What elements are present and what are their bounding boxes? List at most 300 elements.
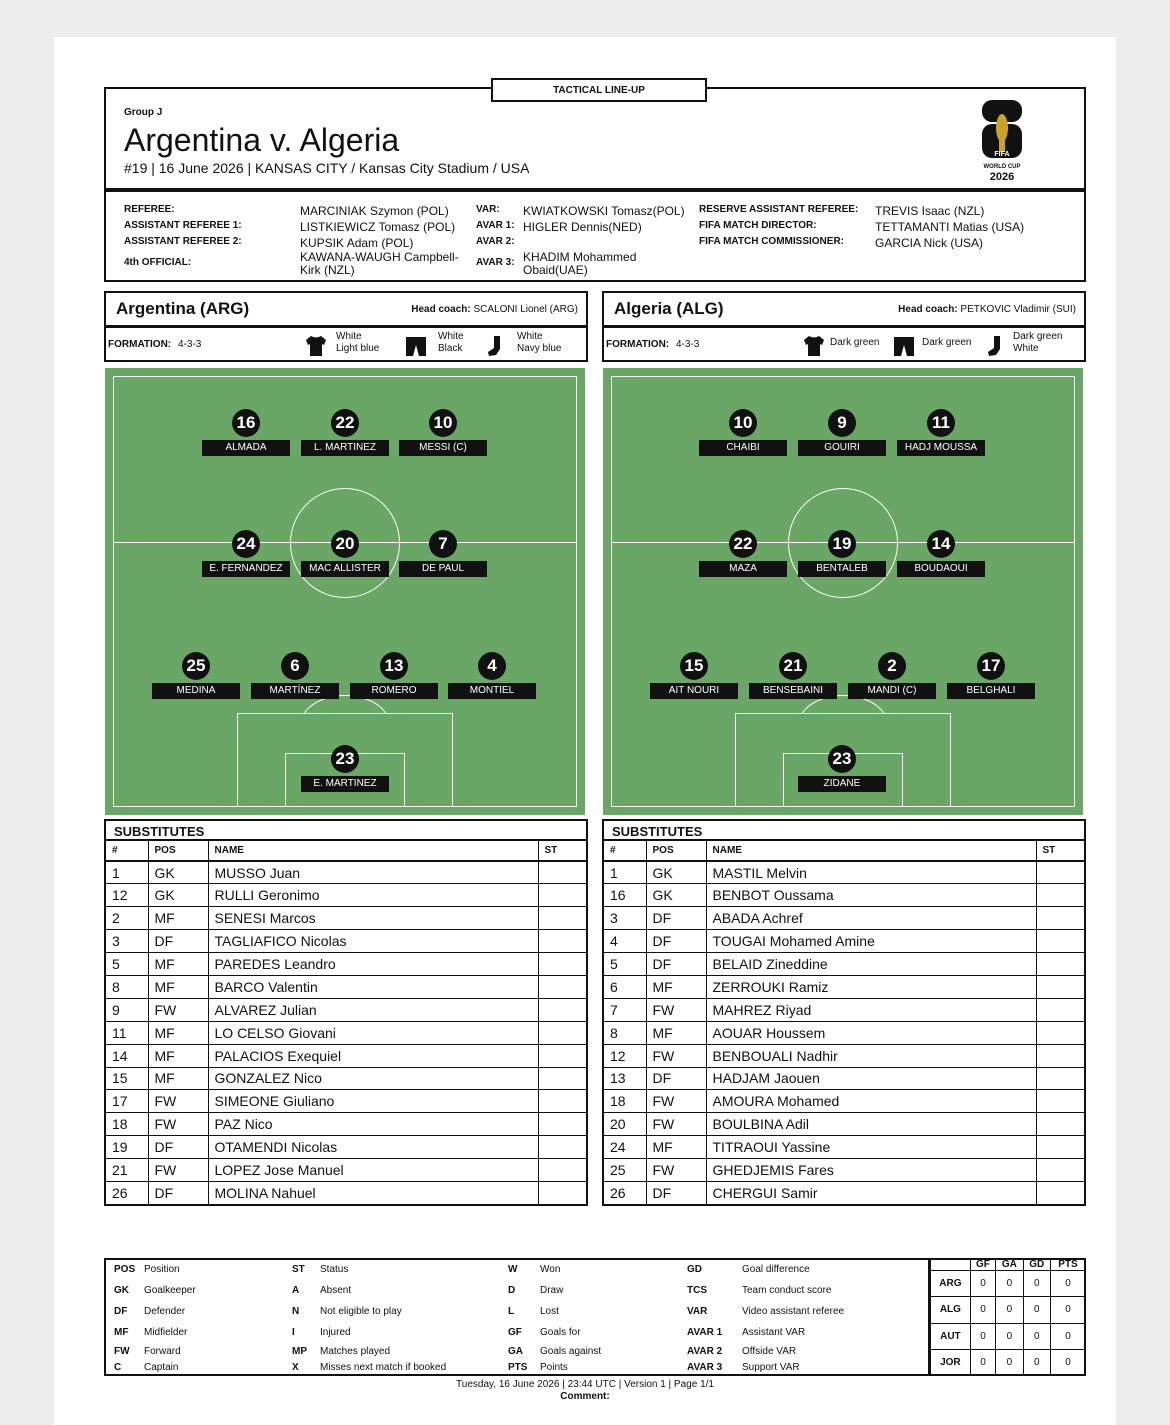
legend-key: I — [292, 1327, 295, 1338]
sub-position: FW — [646, 998, 706, 1021]
player-number: 20 — [331, 530, 359, 558]
player-token[interactable] — [798, 409, 886, 459]
standings-col-header — [931, 1259, 971, 1271]
sub-name: OTAMENDI Nicolas — [208, 1136, 538, 1159]
legend-value: Defender — [144, 1306, 186, 1317]
sub-name: AOUAR Houssem — [706, 1021, 1036, 1044]
sub-number: 26 — [604, 1181, 646, 1204]
substitute-row[interactable] — [106, 1044, 586, 1067]
player-token[interactable] — [152, 652, 240, 702]
legend-key: GK — [114, 1285, 129, 1296]
standings-value: 0 — [970, 1297, 995, 1323]
legend-value: Offside VAR — [742, 1346, 797, 1357]
head-coach-value: PETKOVIC Vladimir (SUI) — [960, 304, 1076, 315]
legend-value: Matches played — [320, 1346, 391, 1357]
substitute-row[interactable] — [106, 930, 586, 953]
sub-status — [1036, 1021, 1084, 1044]
sub-status — [1036, 1159, 1084, 1182]
substitute-row[interactable] — [106, 1136, 586, 1159]
standings-team: AUT — [931, 1323, 971, 1349]
player-token[interactable] — [798, 530, 886, 580]
sub-position: MF — [148, 953, 208, 976]
substitute-row[interactable] — [604, 953, 1084, 976]
substitute-row[interactable] — [106, 953, 586, 976]
legend-key: N — [292, 1306, 300, 1317]
player-number: 21 — [779, 652, 807, 680]
sub-name: CHERGUI Samir — [706, 1181, 1036, 1204]
group-label: Group J — [124, 107, 163, 118]
sub-position: DF — [646, 1067, 706, 1090]
player-number: 4 — [478, 652, 506, 680]
sub-position: DF — [646, 1181, 706, 1204]
legend-key: FW — [114, 1346, 130, 1357]
sub-position: GK — [646, 861, 706, 884]
sub-position: MF — [646, 1021, 706, 1044]
substitute-row[interactable] — [604, 884, 1084, 907]
sub-name: ALVAREZ Julian — [208, 998, 538, 1021]
reserve-ar-label: RESERVE ASSISTANT REFEREE: — [699, 204, 859, 215]
substitutes-title: SUBSTITUTES — [604, 821, 1084, 841]
sub-number: 8 — [106, 975, 148, 998]
legend-key: MF — [114, 1327, 129, 1338]
substitute-row[interactable] — [106, 998, 586, 1021]
player-name: MONTIEL — [448, 683, 536, 699]
avar3-value: KHADIM Mohammed Obaid(UAE) — [523, 250, 637, 277]
standings-value: 0 — [970, 1349, 995, 1375]
player-token[interactable] — [301, 409, 389, 459]
sub-status — [1036, 884, 1084, 907]
player-token[interactable] — [202, 409, 290, 459]
sub-status — [1036, 1136, 1084, 1159]
standings-value: 0 — [1023, 1323, 1050, 1349]
sub-name: PAZ Nico — [208, 1113, 538, 1136]
legend-value: Midfielder — [144, 1327, 188, 1338]
substitutes-algeria — [602, 819, 1086, 1206]
player-number: 25 — [182, 652, 210, 680]
shorts-color-2: Black — [438, 343, 463, 354]
sub-number: 7 — [604, 998, 646, 1021]
avar2-label: AVAR 2: — [476, 236, 515, 247]
legend-key: ST — [292, 1264, 305, 1275]
sub-number: 19 — [106, 1136, 148, 1159]
player-number: 23 — [331, 745, 359, 773]
sub-name: BENBOT Oussama — [706, 884, 1036, 907]
substitute-row[interactable] — [604, 1044, 1084, 1067]
player-token[interactable] — [448, 652, 536, 702]
player-name: MEDINA — [152, 683, 240, 699]
shirt-color-1: Dark green — [830, 337, 880, 348]
substitute-row[interactable] — [604, 1136, 1084, 1159]
player-name: BELGHALI — [947, 683, 1035, 699]
sub-status — [538, 1181, 586, 1204]
legend-value: Draw — [540, 1285, 564, 1296]
standings-col-header: GD — [1023, 1259, 1050, 1271]
player-number: 11 — [927, 409, 955, 437]
standings-col-header: GA — [996, 1259, 1023, 1271]
player-name: MESSI (C) — [399, 440, 487, 456]
standings-value: 0 — [1023, 1297, 1050, 1323]
player-token[interactable] — [798, 745, 886, 795]
substitute-row[interactable] — [106, 1113, 586, 1136]
standings-team: ARG — [931, 1271, 971, 1297]
legend-key: AVAR 1 — [687, 1327, 723, 1338]
sub-number: 21 — [106, 1159, 148, 1182]
sub-number: 14 — [106, 1044, 148, 1067]
legend-key: L — [508, 1306, 515, 1317]
player-token[interactable] — [301, 745, 389, 795]
sub-number: 26 — [106, 1181, 148, 1204]
shirt-icon — [802, 335, 826, 357]
socks-color-2: White — [1013, 343, 1039, 354]
substitute-row[interactable] — [604, 1090, 1084, 1113]
sub-position: GK — [646, 884, 706, 907]
player-name: ALMADA — [202, 440, 290, 456]
legend-value: Injured — [320, 1327, 351, 1338]
sub-name: MASTIL Melvin — [706, 861, 1036, 884]
player-number: 10 — [729, 409, 757, 437]
standings-value: 0 — [996, 1297, 1023, 1323]
logo-year-text: 2026 — [989, 171, 1015, 183]
sub-position: MF — [148, 907, 208, 930]
shirt-color-1: White — [336, 331, 362, 342]
col-header: NAME — [208, 841, 538, 861]
shirt-color-2: Light blue — [336, 343, 380, 354]
sub-number: 12 — [106, 884, 148, 907]
player-number: 16 — [232, 409, 260, 437]
player-token[interactable] — [897, 530, 985, 580]
sub-status — [1036, 861, 1084, 884]
formation-row-algeria — [602, 326, 1086, 362]
socks-icon — [484, 335, 508, 357]
sub-status — [1036, 1090, 1084, 1113]
sub-number: 9 — [106, 998, 148, 1021]
sub-name: BARCO Valentin — [208, 975, 538, 998]
player-token[interactable] — [251, 652, 339, 702]
match-director-label: FIFA MATCH DIRECTOR: — [699, 220, 817, 231]
sub-status — [1036, 1044, 1084, 1067]
sub-status — [538, 907, 586, 930]
substitute-row[interactable] — [604, 861, 1084, 884]
sub-name: PALACIOS Exequiel — [208, 1044, 538, 1067]
player-token[interactable] — [202, 530, 290, 580]
socks-color-1: White — [517, 331, 543, 342]
player-token[interactable] — [848, 652, 936, 702]
substitute-row[interactable] — [106, 975, 586, 998]
player-number: 17 — [977, 652, 1005, 680]
legend-value: Goals against — [540, 1346, 602, 1357]
sub-number: 5 — [604, 953, 646, 976]
formation-value: 4-3-3 — [676, 339, 700, 350]
player-name: AIT NOURI — [650, 683, 738, 699]
sub-position: FW — [148, 1090, 208, 1113]
substitute-row[interactable] — [106, 907, 586, 930]
legend-value: Misses next match if booked — [320, 1362, 447, 1373]
player-token[interactable] — [399, 409, 487, 459]
sub-status — [538, 953, 586, 976]
pitch-algeria — [603, 368, 1083, 815]
sub-status — [1036, 930, 1084, 953]
player-name: BENSEBAINI — [749, 683, 837, 699]
sub-status — [538, 861, 586, 884]
legend-key: MP — [292, 1346, 307, 1357]
sub-number: 16 — [604, 884, 646, 907]
avar1-value: HIGLER Dennis(NED) — [523, 220, 642, 234]
sub-status — [1036, 1067, 1084, 1090]
legend-value: Not eligible to play — [320, 1306, 402, 1317]
legend-value: Lost — [540, 1306, 559, 1317]
formation-row-argentina — [104, 326, 588, 362]
sub-name: PAREDES Leandro — [208, 953, 538, 976]
sub-name: MAHREZ Riyad — [706, 998, 1036, 1021]
standings-value: 0 — [970, 1271, 995, 1297]
substitute-row[interactable] — [604, 1067, 1084, 1090]
player-name: CHAIBI — [699, 440, 787, 456]
reserve-ar-value: TREVIS Isaac (NZL) — [875, 204, 985, 218]
standings-row — [931, 1297, 1086, 1323]
legend-value: Status — [320, 1264, 349, 1275]
sub-number: 24 — [604, 1136, 646, 1159]
player-number: 7 — [429, 530, 457, 558]
sub-status — [1036, 953, 1084, 976]
substitute-row[interactable] — [106, 1090, 586, 1113]
col-header: NAME — [706, 841, 1036, 861]
standings-value: 0 — [1050, 1271, 1085, 1297]
sub-status — [1036, 907, 1084, 930]
standings-team: JOR — [931, 1349, 971, 1375]
standings-team: ALG — [931, 1297, 971, 1323]
sub-number: 20 — [604, 1113, 646, 1136]
standings-row — [931, 1349, 1086, 1375]
sub-position: FW — [646, 1044, 706, 1067]
player-token[interactable] — [301, 530, 389, 580]
legend-key: X — [292, 1362, 299, 1373]
match-commissioner-value: GARCIA Nick (USA) — [875, 236, 984, 250]
sub-name: ZERROUKI Ramiz — [706, 975, 1036, 998]
legend-key: DF — [114, 1306, 128, 1317]
legend-key: POS — [114, 1264, 136, 1275]
player-token[interactable] — [650, 652, 738, 702]
sub-number: 17 — [106, 1090, 148, 1113]
player-token[interactable] — [399, 530, 487, 580]
legend-value: Support VAR — [742, 1362, 800, 1373]
sub-number: 12 — [604, 1044, 646, 1067]
fourth-official-value: KAWANA-WAUGH Campbell-Kirk (NZL) — [300, 250, 459, 277]
sub-status — [538, 1113, 586, 1136]
standings-value: 0 — [996, 1323, 1023, 1349]
sub-name: GHEDJEMIS Fares — [706, 1159, 1036, 1182]
substitute-row[interactable] — [604, 998, 1084, 1021]
sub-name: BOULBINA Adil — [706, 1113, 1036, 1136]
sub-number: 15 — [106, 1067, 148, 1090]
player-name: ZIDANE — [798, 776, 886, 792]
player-number: 19 — [828, 530, 856, 558]
substitute-row[interactable] — [106, 1067, 586, 1090]
player-number: 13 — [380, 652, 408, 680]
sub-name: TOUGAI Mohamed Amine — [706, 930, 1036, 953]
socks-icon — [984, 335, 1008, 357]
sub-name: MUSSO Juan — [208, 861, 538, 884]
logo-fifa-text: FIFA — [994, 151, 1010, 158]
sub-position: GK — [148, 861, 208, 884]
var-label: VAR: — [476, 204, 500, 215]
legend-key: PTS — [508, 1362, 528, 1373]
substitute-row[interactable] — [604, 1113, 1084, 1136]
legend-value: Goalkeeper — [144, 1285, 196, 1296]
legend-value: Absent — [320, 1285, 352, 1296]
sub-position: FW — [148, 998, 208, 1021]
legend-key: AVAR 2 — [687, 1346, 723, 1357]
sub-name: LOPEZ Jose Manuel — [208, 1159, 538, 1182]
team-header-argentina — [104, 291, 588, 327]
substitute-row[interactable] — [106, 861, 586, 884]
player-name: L. MARTINEZ — [301, 440, 389, 456]
shorts-icon — [404, 335, 428, 357]
sub-status — [1036, 975, 1084, 998]
player-name: ROMERO — [350, 683, 438, 699]
sub-name: BENBOUALI Nadhir — [706, 1044, 1036, 1067]
sub-position: MF — [646, 1136, 706, 1159]
sub-position: DF — [148, 1181, 208, 1204]
formation-label: FORMATION: — [108, 339, 172, 350]
player-token[interactable] — [699, 409, 787, 459]
referee-label: REFEREE: — [124, 204, 175, 215]
standings-value: 0 — [996, 1271, 1023, 1297]
sub-name: TITRAOUI Yassine — [706, 1136, 1036, 1159]
substitute-row[interactable] — [106, 1159, 586, 1182]
sub-name: ABADA Achref — [706, 907, 1036, 930]
legend-key: W — [508, 1264, 518, 1275]
sub-name: MOLINA Nahuel — [208, 1181, 538, 1204]
ar1-value: LISTKIEWICZ Tomasz (POL) — [300, 220, 456, 234]
player-name: BOUDAOUI — [897, 561, 985, 577]
sub-name: GONZALEZ Nico — [208, 1067, 538, 1090]
sub-position: DF — [148, 930, 208, 953]
sub-status — [538, 930, 586, 953]
avar1-label: AVAR 1: — [476, 220, 515, 231]
sub-position: MF — [148, 1021, 208, 1044]
legend-key: GF — [508, 1327, 522, 1338]
player-name: MAZA — [699, 561, 787, 577]
substitute-row[interactable] — [604, 1021, 1084, 1044]
substitutes-argentina — [104, 819, 588, 1206]
player-name: DE PAUL — [399, 561, 487, 577]
sub-number: 2 — [106, 907, 148, 930]
substitutes-table — [106, 841, 586, 1204]
player-token[interactable] — [749, 652, 837, 702]
substitute-row[interactable] — [604, 1159, 1084, 1182]
sub-name: SENESI Marcos — [208, 907, 538, 930]
comment-label: Comment: — [560, 1391, 610, 1402]
head-coach-label: Head coach: — [898, 304, 958, 315]
sub-name: LO CELSO Giovani — [208, 1021, 538, 1044]
sub-status — [538, 1021, 586, 1044]
sub-position: MF — [148, 1044, 208, 1067]
shorts-icon — [892, 335, 916, 357]
sub-status — [1036, 1181, 1084, 1204]
legend-key: GD — [687, 1264, 702, 1275]
substitute-row[interactable] — [604, 930, 1084, 953]
var-value: KWIATKOWSKI Tomasz(POL) — [523, 204, 685, 218]
sub-name: RULLI Geronimo — [208, 884, 538, 907]
player-token[interactable] — [350, 652, 438, 702]
legend-value: Captain — [144, 1362, 179, 1373]
substitute-row[interactable] — [106, 884, 586, 907]
team-name: Algeria (ALG) — [614, 299, 724, 318]
sub-position: FW — [646, 1159, 706, 1182]
substitute-row[interactable] — [604, 1181, 1084, 1204]
logo-worldcup-text: WORLD CUP — [983, 164, 1021, 170]
fourth-official-label: 4th OFFICIAL: — [124, 257, 192, 268]
match-title: Argentina v. Algeria — [124, 122, 400, 158]
tactical-lineup-tab: TACTICAL LINE-UP — [491, 78, 707, 102]
standings-value: 0 — [1050, 1297, 1085, 1323]
sub-number: 5 — [106, 953, 148, 976]
footer-timestamp: Tuesday, 16 June 2026 | 23:44 UTC | Version 1 | Page 1/1 — [456, 1379, 714, 1390]
player-name: E. FERNANDEZ — [202, 561, 290, 577]
sub-status — [538, 975, 586, 998]
head-coach — [411, 304, 578, 315]
ar1-label: ASSISTANT REFEREE 1: — [124, 220, 242, 231]
legend-key: VAR — [687, 1306, 708, 1317]
player-name: GOUIRI — [798, 440, 886, 456]
ar2-label: ASSISTANT REFEREE 2: — [124, 236, 242, 247]
sub-position: DF — [646, 953, 706, 976]
substitute-row[interactable] — [106, 1181, 586, 1204]
substitute-row[interactable] — [106, 1021, 586, 1044]
sub-number: 13 — [604, 1067, 646, 1090]
player-number: 10 — [429, 409, 457, 437]
player-number: 2 — [878, 652, 906, 680]
standings-value: 0 — [970, 1323, 995, 1349]
standings-col-header: PTS — [1050, 1259, 1085, 1271]
sub-status — [538, 998, 586, 1021]
sub-position: DF — [646, 907, 706, 930]
referee-value: MARCINIAK Szymon (POL) — [300, 204, 449, 218]
sub-number: 3 — [106, 930, 148, 953]
legend-panel — [104, 1258, 1086, 1376]
sub-number: 25 — [604, 1159, 646, 1182]
legend-key: A — [292, 1285, 300, 1296]
sub-number: 3 — [604, 907, 646, 930]
standings-value: 0 — [996, 1349, 1023, 1375]
player-token[interactable] — [897, 409, 985, 459]
player-name: E. MARTINEZ — [301, 776, 389, 792]
sub-number: 11 — [106, 1021, 148, 1044]
col-header: # — [106, 841, 148, 861]
player-token[interactable] — [947, 652, 1035, 702]
sub-status — [538, 1136, 586, 1159]
head-coach-label: Head coach: — [411, 304, 471, 315]
player-number: 15 — [680, 652, 708, 680]
head-coach — [898, 304, 1076, 315]
substitute-row[interactable] — [604, 907, 1084, 930]
standings-col-header: GF — [970, 1259, 995, 1271]
col-header: POS — [646, 841, 706, 861]
standings-value: 0 — [1050, 1349, 1085, 1375]
sub-status — [1036, 998, 1084, 1021]
team-header-algeria — [602, 291, 1086, 327]
player-number: 6 — [281, 652, 309, 680]
player-name: BENTALEB — [798, 561, 886, 577]
player-number: 9 — [828, 409, 856, 437]
sub-number: 6 — [604, 975, 646, 998]
sub-position: FW — [148, 1113, 208, 1136]
player-token[interactable] — [699, 530, 787, 580]
legend-value: Goal difference — [742, 1264, 810, 1275]
standings-table — [928, 1258, 1086, 1376]
substitute-row[interactable] — [604, 975, 1084, 998]
player-name: HADJ MOUSSA — [897, 440, 985, 456]
